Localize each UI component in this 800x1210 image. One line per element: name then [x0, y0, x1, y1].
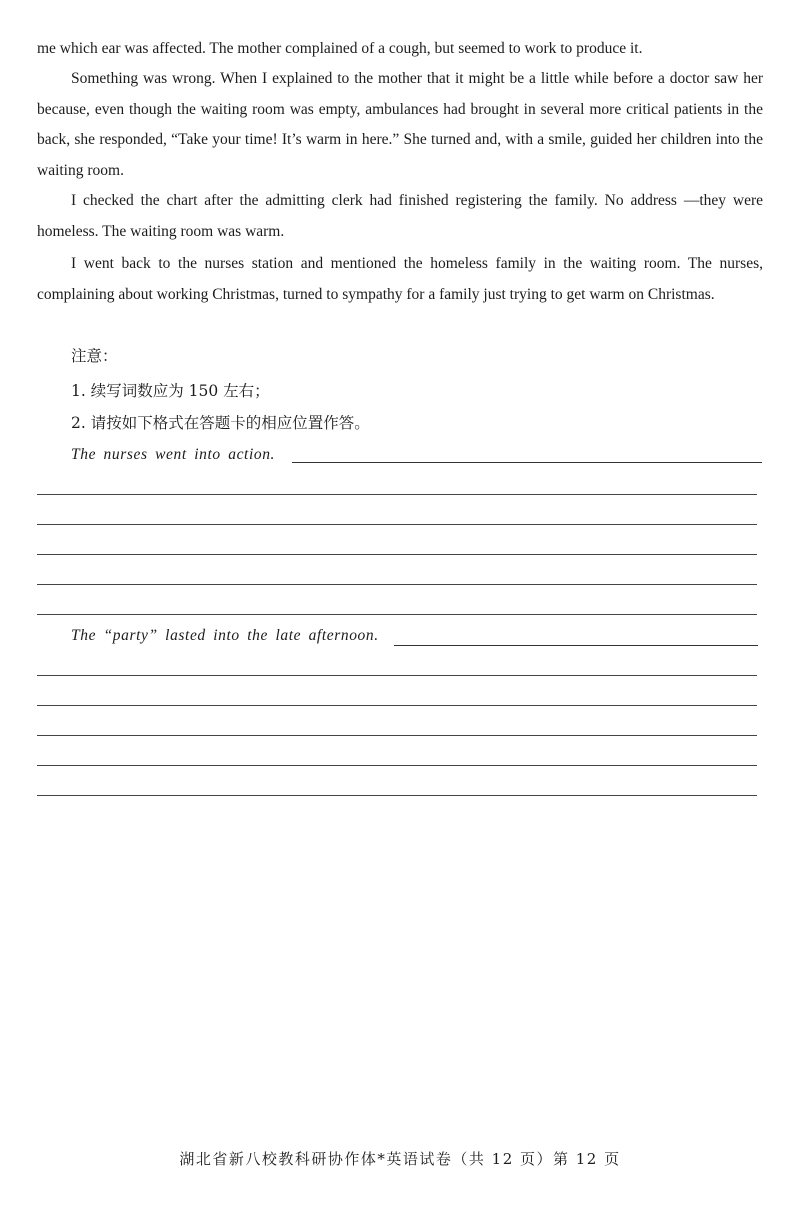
answer-line[interactable]: [37, 524, 757, 525]
notes-item-2: 2. 请按如下格式在答题卡的相应位置作答。: [71, 414, 370, 432]
answer-line[interactable]: [37, 705, 757, 706]
answer-line[interactable]: [37, 584, 757, 585]
answer-line[interactable]: [37, 494, 757, 495]
prompt-second: The “party” lasted into the late afternoon.: [71, 627, 379, 644]
prompt-first-answer-line[interactable]: [292, 462, 762, 463]
answer-line[interactable]: [37, 675, 757, 676]
passage-paragraph-1: me which ear was affected. The mother complained of a cough, but seemed to work to produce it.: [37, 40, 643, 57]
answer-line[interactable]: [37, 614, 757, 615]
answer-line[interactable]: [37, 735, 757, 736]
notes-heading: 注意：: [71, 347, 118, 365]
prompt-second-answer-line[interactable]: [394, 645, 758, 646]
answer-line[interactable]: [37, 795, 757, 796]
passage-paragraph-4: I went back to the nurses station and mentioned the homeless family in the waiting room. The nurses, complaining about working Christmas, turned to sympathy for a family just trying to get warm on Christmas.: [37, 255, 763, 303]
page-footer: 湖北省新八校教科研协作体*英语试卷（共 12 页）第 12 页: [179, 1150, 621, 1168]
passage-paragraph-3: I checked the chart after the admitting clerk had finished registering the family. No address —they were homeless. The waiting room was warm.: [37, 192, 763, 240]
passage-paragraph-2: Something was wrong. When I explained to the mother that it might be a little while before a doctor saw her because, even though the waiting room was empty, ambulances had brought in several more critical patients in the back, she responded, “Take your time! It’s warm in here.” She turned and, with a smile, guided her children into the waiting room.: [37, 70, 763, 179]
notes-item-1: 1. 续写词数应为 150 左右；: [71, 382, 270, 400]
answer-line[interactable]: [37, 554, 757, 555]
answer-line[interactable]: [37, 765, 757, 766]
prompt-first: The nurses went into action.: [71, 446, 276, 463]
